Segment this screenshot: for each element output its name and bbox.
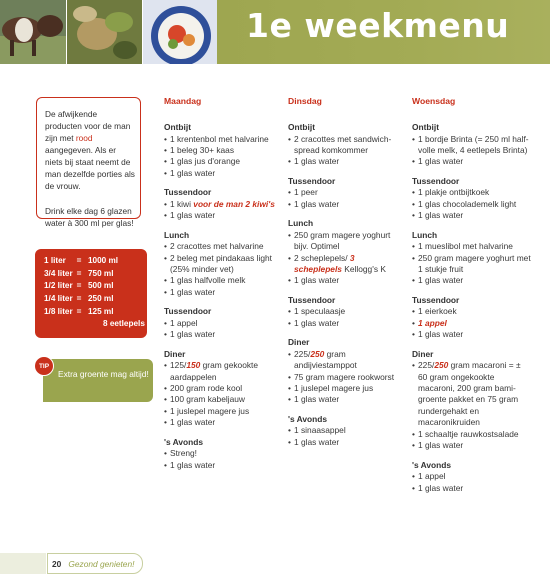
menu-item (288, 156, 400, 167)
page-title: 1e weekmenu (246, 6, 510, 45)
menu-item-text: 2 cracottes met halvarine (170, 241, 264, 252)
conversion-liter: 1/2 liter (44, 281, 73, 291)
meal-title: 's Avonds (288, 413, 328, 424)
menu-item-text: 1 glas water (170, 459, 216, 470)
conversion-extra: 8 eetlepels (103, 319, 145, 329)
menu-item (164, 168, 276, 179)
menu-item (412, 210, 532, 221)
menu-item (288, 253, 400, 276)
conversion-value: 125 ml (88, 306, 114, 316)
conversion-value: 750 ml (88, 268, 114, 278)
conversion-equals: = (76, 255, 82, 265)
menu-item-text: 1 beleg 30+ kaas (170, 145, 235, 155)
menu-item-text: gram gekookte aardappelen (170, 360, 259, 382)
menu-item-text: 1 glas water (170, 286, 216, 297)
menu-item (164, 287, 276, 298)
menu-item-text: gram andijviestamppot (294, 348, 357, 371)
page-number: 20 (52, 558, 62, 569)
conversion-row (44, 254, 141, 267)
menu-item (412, 199, 532, 210)
menu-item (288, 437, 400, 448)
meal-title: Tussendoor (412, 175, 460, 186)
meal-block (412, 295, 532, 341)
menu-item (164, 448, 276, 459)
day-heading: Woensdag (412, 96, 456, 106)
menu-item-text: 250 gram magere yoghurt bijv. Optimel (294, 229, 391, 252)
menu-item (288, 187, 400, 198)
meal-block (412, 349, 532, 452)
menu-item (164, 318, 276, 329)
menu-item (412, 187, 532, 198)
meal-block (412, 230, 532, 287)
cows-photo (0, 0, 66, 64)
meal-title: Tussendoor (288, 294, 336, 305)
menu-item-text: 1 appel (418, 471, 446, 482)
menu-item (164, 275, 276, 286)
menu-item-text: gram macaroni = ± 60 gram ongekookte macaroni, 200 gram bami-groente pakket en 75 gram rundergehakt en macaronikruiden (418, 360, 521, 428)
menu-item-text: 1 glas water (294, 436, 340, 447)
menu-item (164, 360, 276, 383)
menu-item-text: 1 speculaasje (294, 306, 346, 317)
conversion-liter: 1 liter (44, 255, 66, 265)
menu-item (164, 417, 276, 428)
menu-item (412, 156, 532, 167)
tip-badge: TIP (34, 356, 54, 376)
meal-block (164, 187, 276, 221)
meal-title: Ontbijt (412, 122, 439, 132)
conversion-value: 250 ml (88, 293, 114, 303)
day-heading: Dinsdag (288, 96, 322, 106)
menu-item (412, 329, 532, 340)
menu-item-text: 100 gram kabeljauw (170, 394, 245, 405)
menu-item-man-portion: 3 scheplepels (294, 252, 355, 275)
menu-item-text: 75 gram magere rookworst (294, 371, 395, 382)
meal-title: Diner (412, 348, 434, 359)
meal-block (164, 230, 276, 299)
meal-title: Diner (164, 348, 186, 359)
menu-item (288, 349, 400, 372)
day-column-dinsdag (288, 96, 400, 456)
menu-item (288, 394, 400, 405)
menu-item (412, 241, 532, 252)
menu-item-man-portion: 150 (186, 360, 201, 371)
menu-item-text: 1 glas chocolademelk light (418, 198, 517, 209)
notice-text (45, 108, 135, 192)
menu-item (288, 199, 400, 210)
menu-item-text: 1 eierkoek (418, 306, 457, 317)
menu-item-text: 225/ (294, 348, 311, 359)
menu-item-text: 1 glas water (170, 417, 216, 428)
menu-item (412, 275, 532, 286)
menu-item (288, 134, 400, 157)
menu-item (412, 253, 532, 276)
conversion-liter: 1/8 liter (44, 306, 73, 316)
menu-item-text: 1 peer (294, 187, 318, 198)
menu-item (412, 360, 532, 428)
conversion-row (44, 279, 141, 292)
meal-block (412, 460, 532, 494)
conversion-row (44, 292, 141, 305)
meal-title: Ontbijt (288, 122, 315, 132)
menu-item (288, 230, 400, 253)
meal-title: Lunch (288, 218, 314, 229)
menu-item-text: 1 glas water (418, 210, 464, 221)
meal-block (164, 349, 276, 429)
menu-item (288, 372, 400, 383)
page-footer (47, 553, 143, 574)
menu-item (412, 134, 532, 157)
menu-item (288, 306, 400, 317)
meal-block (412, 176, 532, 222)
meal-title: Ontbijt (164, 122, 191, 132)
conversion-equals: = (76, 281, 82, 291)
menu-item (164, 329, 276, 340)
menu-item-text: 1 glas jus d'orange (170, 156, 241, 167)
conversion-equals: = (76, 306, 82, 316)
menu-item-text: 2 beleg met pindakaas light (25% minder vet) (170, 252, 272, 275)
menu-item-man-portion: 1 appel (418, 317, 447, 328)
menu-item-text: 1 glas water (418, 440, 464, 451)
meal-block (164, 306, 276, 340)
menu-item-text: 2 scheplepels/ (294, 252, 350, 263)
footer-stripe (0, 553, 46, 574)
meal-block (288, 218, 400, 287)
menu-item (288, 383, 400, 394)
meal-block (288, 295, 400, 329)
day-column-woensdag (412, 96, 532, 502)
menu-item (412, 306, 532, 317)
menu-item (164, 406, 276, 417)
menu-item-text: 200 gram rode kool (170, 383, 243, 394)
menu-item-text: 1 schaaltje rauwkostsalade (418, 428, 519, 439)
menu-item-text: 1 glas water (170, 210, 216, 221)
meal-block (164, 437, 276, 471)
menu-item (164, 241, 276, 252)
menu-item (164, 156, 276, 167)
menu-item-text: 1 kiwi (170, 198, 194, 209)
menu-item-text: 1 krentenbol met halvarine (170, 133, 269, 144)
menu-item-text: 1 glas water (294, 275, 340, 286)
conversion-equals: = (76, 268, 82, 278)
menu-item-text: 1 glas water (294, 394, 340, 405)
meal-title: Diner (288, 337, 310, 348)
menu-item-text: 2 cracottes met sandwich-spread komkommer (294, 133, 392, 155)
menu-item (164, 145, 276, 156)
menu-item-text: 125/ (170, 360, 187, 371)
menu-item (164, 199, 276, 210)
notice-box (36, 97, 141, 228)
meal-title: Tussendoor (412, 294, 460, 305)
conversion-liter: 3/4 liter (44, 268, 73, 278)
menu-item (288, 425, 400, 436)
menu-item-text: 1 glas water (418, 275, 464, 286)
menu-item-man-portion: 250 (434, 360, 449, 371)
conversion-value: 1000 ml (88, 255, 119, 265)
menu-item-man-portion: voor de man 2 kiwi's (193, 198, 275, 209)
menu-item-man-portion: 250 (310, 348, 325, 359)
meal-title: Lunch (412, 229, 438, 240)
menu-item-text: 1 mueslibol met halvarine (418, 241, 513, 252)
plate-photo (143, 0, 217, 64)
conversion-row (44, 267, 141, 280)
conversion-liter: 1/4 liter (44, 293, 73, 303)
tip-box: Extra groente mag altijd! (43, 359, 153, 402)
menu-item (164, 383, 276, 394)
meal-title: 's Avonds (164, 436, 204, 447)
day-column-maandag (164, 96, 276, 479)
menu-item-text: 1 glas water (418, 482, 464, 493)
conversion-equals: = (76, 293, 82, 303)
menu-item (288, 318, 400, 329)
menu-item-text: Kellogg's K (341, 264, 386, 275)
menu-item-text: 225/ (418, 360, 435, 371)
menu-item-text: 1 glas water (418, 156, 464, 167)
meal-block (288, 337, 400, 406)
meal-title: 's Avonds (412, 459, 452, 470)
menu-item-text: 250 gram magere yoghurt met 1 stukje fruit (418, 252, 531, 275)
menu-item-text: 1 glas water (170, 329, 216, 340)
conversion-value: 500 ml (88, 281, 114, 291)
meal-block (164, 122, 276, 179)
menu-item-text: 1 glas water (170, 167, 216, 178)
meal-block (288, 122, 400, 168)
water-advice: Drink elke dag 6 glazen water à 300 ml per glas! (45, 206, 134, 228)
book-title: Gezond genieten! (68, 558, 135, 569)
meal-title: Tussendoor (164, 306, 212, 317)
menu-item-text: 1 sinaasappel (294, 425, 346, 436)
conversion-table (35, 249, 147, 338)
menu-item (164, 460, 276, 471)
menu-item-text: 1 juslepel magere jus (170, 405, 250, 416)
conversion-row (44, 305, 141, 318)
menu-item (412, 429, 532, 440)
menu-item-text: 1 bordje Brinta (= 250 ml half-volle melk, 4 eetlepels Brinta) (418, 133, 529, 155)
menu-item-text: 1 glas water (294, 156, 340, 167)
menu-item (164, 253, 276, 276)
menu-item (288, 275, 400, 286)
menu-item (412, 440, 532, 451)
menu-item-text: 1 glas halfvolle melk (170, 275, 246, 286)
meal-block (288, 176, 400, 210)
notice-text-part: aangegeven. Als er niets bij staat neemt de man dezelfde porties als de vrouw. (45, 145, 135, 191)
meal-title: Tussendoor (164, 187, 212, 198)
meal-title: Tussendoor (288, 175, 336, 186)
menu-item-text: Streng! (170, 448, 198, 459)
menu-item (412, 318, 532, 329)
menu-item-text: 1 glas water (418, 329, 464, 340)
meal-block (288, 414, 400, 448)
notice-red-word: rood (75, 133, 93, 143)
menu-item-text: 1 plakje ontbijtkoek (418, 187, 490, 198)
menu-item-text: 1 appel (170, 317, 198, 328)
menu-item-text: 1 glas water (294, 317, 340, 328)
menu-item (164, 394, 276, 405)
menu-item (412, 471, 532, 482)
notice-text-part: De afwijkende producten voor de man zijn met (45, 109, 131, 143)
vegetables-photo (67, 0, 142, 64)
menu-item-text: 1 juslepel magere jus (294, 383, 374, 394)
meal-block (412, 122, 532, 168)
menu-item (164, 210, 276, 221)
menu-item (164, 134, 276, 145)
meal-title: Lunch (164, 229, 190, 240)
menu-item-text: 1 glas water (294, 198, 340, 209)
menu-item (412, 483, 532, 494)
day-heading: Maandag (164, 96, 202, 106)
